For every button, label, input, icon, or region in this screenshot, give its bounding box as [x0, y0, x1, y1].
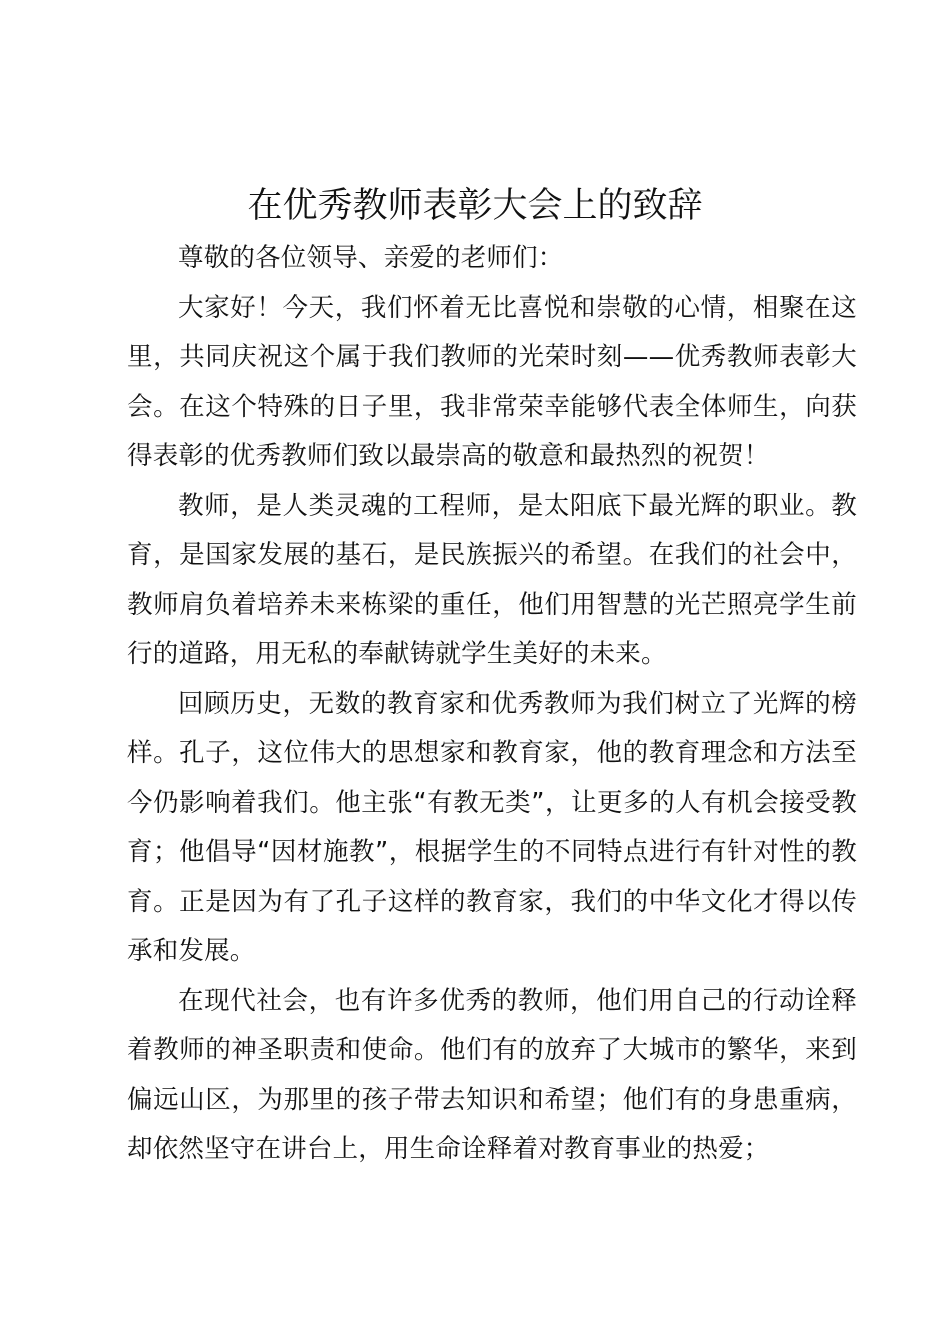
- document-body: [127, 234, 857, 1175]
- teacher-role-paragraph: 教师，是人类灵魂的工程师，是太阳底下最光辉的职业。教育，是国家发展的基石，是民族振兴的希望。在我们的社会中，教师肩负着培养未来栋梁的重任，他们用智慧的光芒照亮学生前行的道路，用无私的奉献铸就学生美好的未来。: [127, 490, 857, 669]
- history-paragraph: 回顾历史，无数的教育家和优秀教师为我们树立了光辉的榜样。孔子，这位伟大的思想家和教育家，他的教育理念和方法至今仍影响着我们。他主张“有教无类”，让更多的人有机会接受教育；他倡导“因材施教”，根据学生的不同特点进行有针对性的教育。正是因为有了孔子这样的教育家，我们的中华文化才得以传承和发展。: [127, 688, 857, 966]
- greeting-paragraph: 大家好！今天，我们怀着无比喜悦和崇敬的心情，相聚在这里，共同庆祝这个属于我们教师的光荣时刻——优秀教师表彰大会。在这个特殊的日子里，我非常荣幸能够代表全体师生，向获得表彰的优秀教师们致以最崇高的敬意和最热烈的祝贺！: [127, 292, 857, 471]
- modern-teachers-paragraph: 在现代社会，也有许多优秀的教师，他们用自己的行动诠释着教师的神圣职责和使命。他们有的放弃了大城市的繁华，来到偏远山区，为那里的孩子带去知识和希望；他们有的身患重病，却依然坚守在讲台上，用生命诠释着对教育事业的热爱；: [127, 985, 857, 1164]
- document-title: 在优秀教师表彰大会上的致辞: [247, 186, 703, 226]
- salutation-paragraph: 尊敬的各位领导、亲爱的老师们：: [178, 243, 564, 273]
